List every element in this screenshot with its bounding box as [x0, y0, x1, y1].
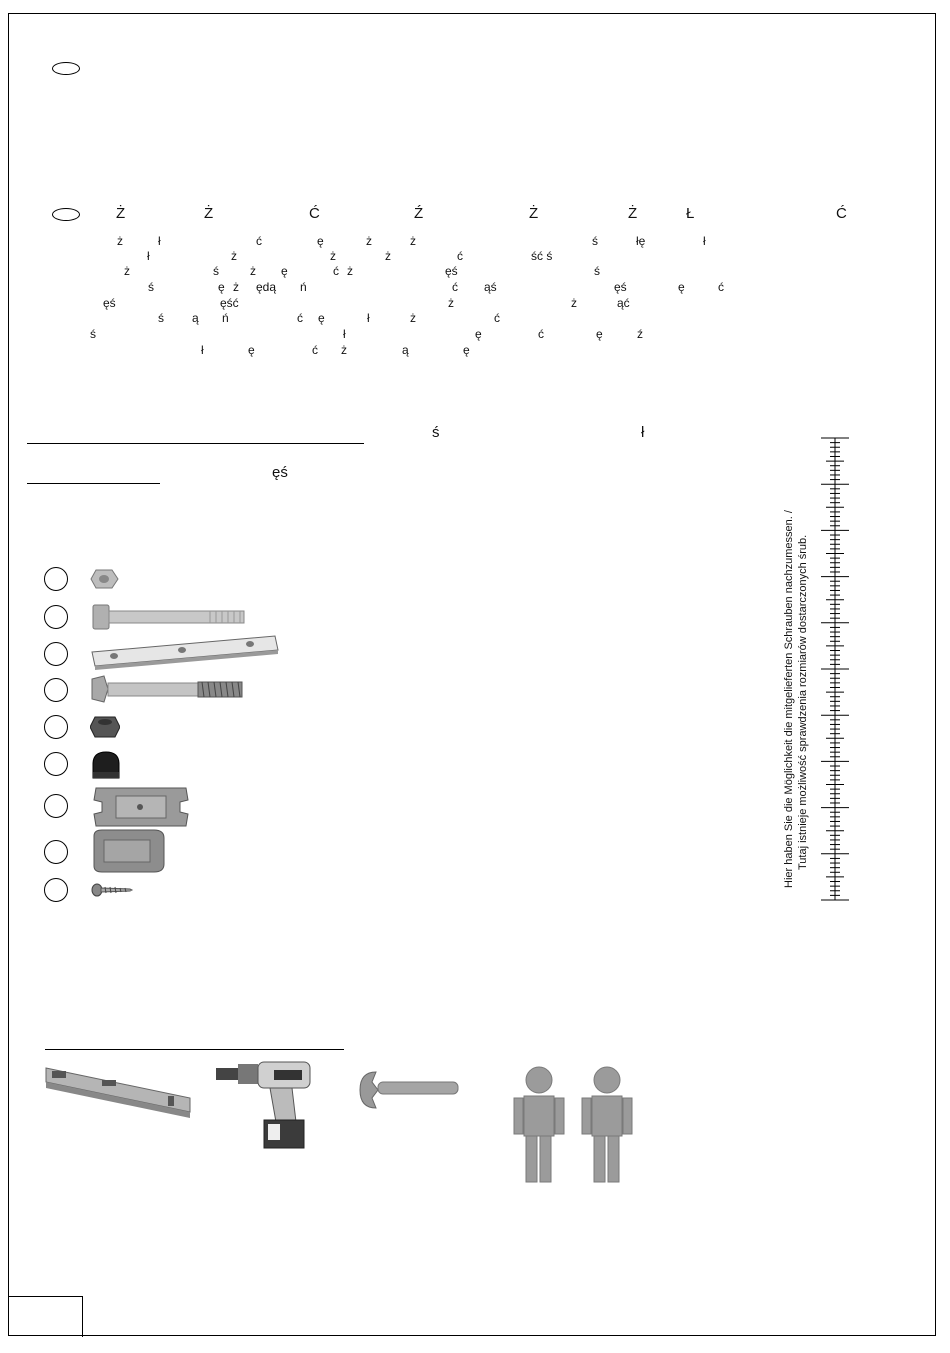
body-glyph: ś — [213, 264, 219, 278]
body-glyph: ę — [317, 234, 324, 248]
part-number-circle — [44, 605, 68, 629]
bolt-long-icon — [90, 603, 250, 631]
ruler-caption-pl: Tutaj istnieje możliwość sprawdzenia rozmiarów dostarczonych śrub. — [797, 534, 809, 870]
body-glyph: ę — [678, 280, 685, 294]
body-glyph: ć — [457, 249, 463, 263]
body-glyph: ę — [475, 327, 482, 341]
body-glyph: ż — [341, 343, 347, 357]
part-number-circle — [44, 752, 68, 776]
body-glyph: ęś — [445, 264, 458, 278]
part-number-circle — [44, 715, 68, 739]
section-glyph: ł — [641, 424, 645, 441]
body-glyph: ąś — [484, 280, 497, 294]
body-glyph: ż — [571, 296, 577, 310]
body-glyph: łę — [636, 234, 646, 248]
body-glyph: ę — [596, 327, 603, 341]
body-glyph: ś — [594, 264, 600, 278]
flat-plate-icon — [90, 634, 290, 670]
heading-glyph: Ć — [309, 205, 320, 222]
body-glyph: ś — [148, 280, 154, 294]
body-glyph: ń — [222, 311, 229, 325]
language-flag-oval-pl — [52, 208, 80, 221]
cordless-drill-icon — [216, 1060, 312, 1152]
ruler-caption — [782, 510, 810, 888]
heading-glyph: Ć — [836, 205, 847, 222]
two-persons-icon — [512, 1066, 636, 1184]
screw-icon — [90, 882, 134, 898]
body-glyph: ć — [333, 264, 339, 278]
lock-nut-icon — [90, 714, 120, 740]
body-glyph: ść ś — [531, 249, 553, 263]
body-glyph: ć — [256, 234, 262, 248]
part-number-circle — [44, 878, 68, 902]
body-glyph: ś — [90, 327, 96, 341]
body-glyph: ż — [233, 280, 239, 294]
part-number-circle — [44, 567, 68, 591]
heading-glyph: Ź — [414, 205, 424, 222]
heading-glyph: Ż — [116, 205, 126, 222]
body-glyph: ż — [250, 264, 256, 278]
body-glyph: ę — [318, 311, 325, 325]
wrench-icon — [356, 1070, 462, 1110]
body-glyph: ż — [117, 234, 123, 248]
body-glyph: ć — [494, 311, 500, 325]
body-glyph: ę — [281, 264, 288, 278]
body-glyph: ą — [192, 311, 199, 325]
body-glyph: ć — [312, 343, 318, 357]
cap-nut-icon — [90, 750, 122, 780]
body-glyph: ż — [410, 234, 416, 248]
body-glyph: ć — [297, 311, 303, 325]
section-glyph: ś — [432, 424, 440, 441]
body-glyph: ż — [410, 311, 416, 325]
ruler-caption-de: Hier haben Sie die Möglichkeit die mitgelieferten Schrauben nachzumessen. / — [783, 510, 795, 888]
part-number-circle — [44, 840, 68, 864]
body-glyph: ąć — [617, 296, 630, 310]
bolt-hex-icon — [90, 675, 250, 703]
body-glyph: ą — [402, 343, 409, 357]
measuring-ruler — [820, 436, 850, 902]
section-rule — [27, 443, 364, 444]
body-glyph: ć — [452, 280, 458, 294]
body-glyph: ż — [448, 296, 454, 310]
body-glyph: ż — [231, 249, 237, 263]
bracket-b-icon — [90, 828, 170, 874]
page-number-box — [8, 1296, 83, 1337]
body-glyph: ęść — [220, 296, 239, 310]
body-glyph: ę — [218, 280, 225, 294]
body-glyph: ędą — [256, 280, 277, 294]
body-glyph: ęś — [103, 296, 116, 310]
spirit-level-icon — [44, 1062, 194, 1120]
body-glyph: ł — [158, 234, 161, 248]
body-glyph: ł — [147, 249, 150, 263]
nut-icon — [90, 567, 120, 591]
body-glyph: ź — [637, 327, 643, 341]
body-glyph: ę — [248, 343, 255, 357]
body-glyph: ż — [124, 264, 130, 278]
part-number-circle — [44, 794, 68, 818]
tools-rule — [45, 1049, 344, 1050]
body-glyph: ż — [347, 264, 353, 278]
language-flag-oval — [52, 62, 80, 75]
body-glyph: ć — [538, 327, 544, 341]
body-glyph: ś — [592, 234, 598, 248]
body-glyph: ś — [158, 311, 164, 325]
body-glyph: ć — [718, 280, 724, 294]
bracket-a-icon — [90, 784, 192, 830]
body-glyph: ę — [463, 343, 470, 357]
body-glyph: ń — [300, 280, 307, 294]
body-glyph: ż — [330, 249, 336, 263]
heading-glyph: Ż — [529, 205, 539, 222]
heading-glyph: Ż — [628, 205, 638, 222]
body-glyph: ż — [366, 234, 372, 248]
part-number-circle — [44, 678, 68, 702]
body-glyph: ł — [343, 327, 346, 341]
heading-glyph: Ł — [686, 205, 695, 222]
body-glyph: ż — [385, 249, 391, 263]
heading-glyph: Ż — [204, 205, 214, 222]
section-glyph: ęś — [272, 464, 288, 481]
body-glyph: ęś — [614, 280, 627, 294]
body-glyph: ł — [201, 343, 204, 357]
section-rule — [27, 483, 160, 484]
part-number-circle — [44, 642, 68, 666]
body-glyph: ł — [703, 234, 706, 248]
body-glyph: ł — [367, 311, 370, 325]
